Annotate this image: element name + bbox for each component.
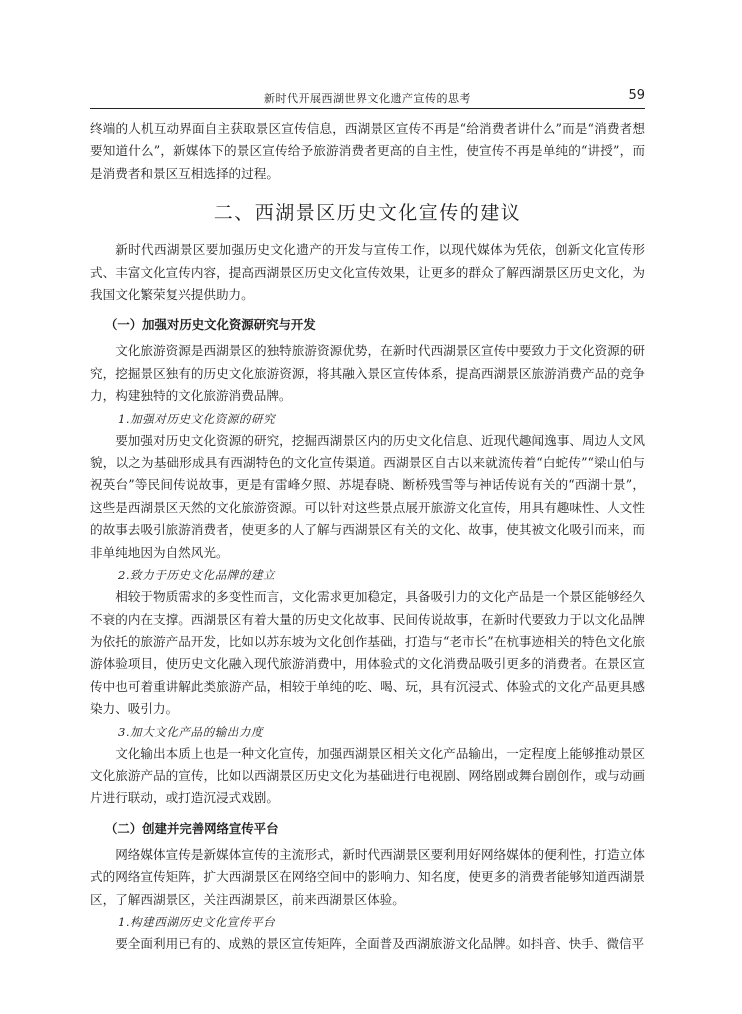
header-rule (90, 108, 645, 109)
paragraph: 新时代西湖景区要加强历史文化遗产的开发与宣传工作，以现代媒体为凭依，创新文化宣传形式、丰富文化宣传内容，提高西湖景区历史文化宣传效果，让更多的群众了解西湖景区历史文化，为我国文化繁荣复兴提供助力。 (90, 242, 645, 303)
paragraph: 要加强对历史文化资源的研究，挖掘西湖景区内的历史文化信息、近现代趣闻逸事、周边人文风貌，以之为基础形成具有西湖特色的文化宣传渠道。西湖景区自古以来就流传着“白蛇传”“梁山伯与祝英台”等民间传说故事，更是有雷峰夕照、苏堤春晓、断桥残雪等与神话传说有关的“西湖十景”，这些是西湖景区天然的文化旅游资源。可以针对这些景点展开旅游文化宣传，用具有趣味性、人文性的故事去吸引旅游消费者，使更多的人了解与西湖景区有关的文化、故事，使其被文化吸引而来，而非单纯地因为自然风光。 (90, 432, 645, 560)
running-header (90, 88, 645, 108)
paragraph: 要全面利用已有的、成熟的景区宣传矩阵，全面普及西湖旅游文化品牌。如抖音、快手、微信平 (115, 935, 645, 951)
subsection-heading: （一）加强对历史文化资源研究与开发 (105, 317, 316, 333)
paragraph: 文化输出本质上也是一种文化宣传，加强西湖景区相关文化产品输出，一定程度上能够推动景区文化旅游产品的宣传，比如以西湖景区历史文化为基础进行电视剧、网络剧或舞台剧创作，或与动画片进行联动，或打造沉浸式戏剧。 (90, 745, 645, 806)
paragraph: 网络媒体宣传是新媒体宣传的主流形式，新时代西湖景区要利用好网络媒体的便利性，打造立体式的网络宣传矩阵，扩大西湖景区在网络空间中的影响力、知名度，使更多的消费者能够知道西湖景区，了解西湖景区，关注西湖景区，前来西湖景区体验。 (90, 846, 645, 907)
paragraph: 终端的人机互动界面自主获取景区宣传信息，西湖景区宣传不再是“给消费者讲什么”而是“消费者想要知道什么”，新媒体下的景区宣传给予旅游消费者更高的自主性，使宣传不再是单纯的“讲授”，而是消费者和景区互相选择的过程。 (90, 121, 645, 181)
sub-subsection-heading: 1.加强对历史文化资源的研究 (118, 411, 276, 426)
paragraph: 相较于物质需求的多变性而言，文化需求更加稳定，具备吸引力的文化产品是一个景区能够经久不衰的内在支撑。西湖景区有着大量的历史文化故事、民间传说故事，在新时代要致力于以文化品牌为依托的旅游产品开发，比如以苏东坡为文化创作基础，打造与“老市长”在杭事迹相关的特色文化旅游体验项目，使历史文化融入现代旅游消费中，用体验式的文化消费品吸引更多的消费者。在景区宣传中也可着重讲解此类旅游产品，相较于单纯的吃、喝、玩，具有沉浸式、体验式的文化产品更具感染力、吸引力。 (90, 589, 645, 717)
sub-subsection-heading: 3.加大文化产品的输出力度 (118, 724, 264, 739)
running-header-title: 新时代开展西湖世界文化遗产宣传的思考 (264, 92, 471, 105)
subsection-heading: （二）创建并完善网络宣传平台 (105, 820, 279, 836)
paragraph: 文化旅游资源是西湖景区的独特旅游资源优势，在新时代西湖景区宣传中要致力于文化资源的研究，挖掘景区独有的历史文化旅游资源，将其融入景区宣传体系，提高西湖景区旅游消费产品的竞争力，构建独特的文化旅游消费品牌。 (90, 343, 645, 404)
sub-subsection-heading: 1.构建西湖历史文化宣传平台 (118, 914, 276, 929)
body-text (90, 118, 645, 955)
section-heading: 二、西湖景区历史文化宣传的建议 (213, 202, 522, 225)
page-number: 59 (628, 88, 645, 103)
sub-subsection-heading: 2.致力于历史文化品牌的建立 (118, 568, 276, 583)
